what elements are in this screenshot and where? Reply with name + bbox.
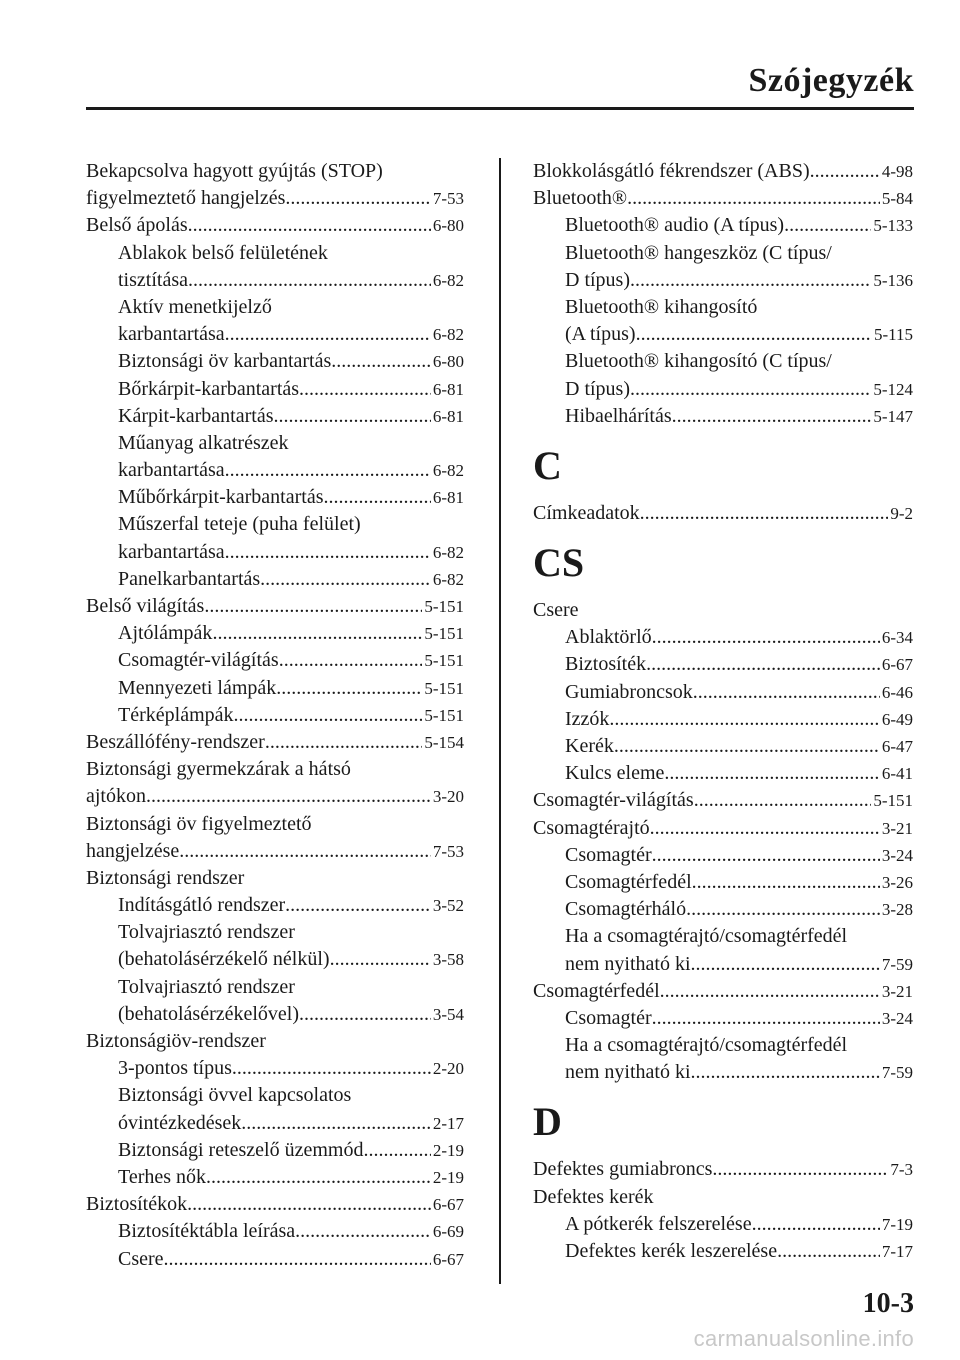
index-entry (533, 376, 913, 403)
index-entry-label: Műbőrkárpit-karbantartás (118, 486, 324, 509)
index-entry (86, 212, 464, 239)
dot-leader (363, 1137, 430, 1164)
dot-leader (810, 158, 880, 185)
index-entry (533, 624, 913, 651)
index-entry-text: Aktív menetkijelző (118, 295, 272, 318)
index-entry-page: 7-3 (890, 1160, 913, 1180)
index-entry (86, 702, 464, 729)
dot-leader (225, 457, 431, 484)
index-entry (533, 760, 913, 787)
index-entry-page: 3-24 (881, 845, 913, 865)
index-entry-text: Tolvajriasztó rendszer (118, 975, 295, 998)
index-entry (86, 1110, 464, 1137)
index-entry (86, 484, 464, 511)
index-entry (533, 896, 913, 923)
dot-leader (652, 1005, 880, 1032)
dot-leader (660, 978, 880, 1005)
index-entry-page: 3-21 (881, 818, 913, 838)
index-entry-label: nem nyitható ki (565, 1061, 691, 1084)
index-entry-page: 6-80 (432, 216, 464, 236)
index-entry (86, 729, 464, 756)
index-entry-page: 5-84 (881, 189, 913, 209)
dot-leader (225, 539, 431, 566)
index-entry-page: 5-151 (424, 705, 464, 725)
dot-leader (188, 267, 431, 294)
index-entry-page: 6-82 (432, 542, 464, 562)
index-entry-label: Biztonsági öv karbantartás (118, 350, 332, 373)
index-entry-text: Biztonsági gyermekzárak a hátsó (86, 758, 351, 781)
dot-leader (164, 1246, 431, 1273)
index-entry-label: Blokkolásgátló fékrendszer (ABS) (533, 160, 810, 182)
index-entry (533, 212, 913, 239)
index-entry-label: Bluetooth® (533, 187, 628, 210)
watermark: carmanualsonline.info (693, 1326, 914, 1351)
index-entry-label: Beszállófény-rendszer (86, 730, 265, 753)
index-entry (86, 593, 464, 620)
dot-leader (693, 679, 880, 706)
index-entry (86, 539, 464, 566)
dot-leader (212, 620, 422, 647)
index-entry-label: (behatolásérzékelővel) (118, 1002, 300, 1025)
index-entry-page: 3-20 (432, 787, 464, 807)
index-entry-label: Biztosíték (565, 653, 647, 676)
index-entry-page: 4-98 (881, 162, 913, 181)
index-entry-label: Mennyezeti lámpák (118, 676, 277, 699)
index-entry (86, 1001, 464, 1028)
index-entry (533, 1156, 913, 1183)
index-entry-label: Belső világítás (86, 595, 205, 617)
index-entry-page: 7-53 (432, 189, 464, 209)
index-entry-label: karbantartása (118, 540, 225, 563)
index-entry-label: Hibaelhárítás (565, 404, 672, 427)
index-entry-page: 5-151 (873, 791, 913, 811)
index-entry-text: Műszerfal teteje (puha felület) (118, 513, 361, 536)
index-entry-label: Csomagtérfedél (533, 979, 660, 1002)
dot-leader (204, 593, 422, 620)
index-entry-page: 5-115 (873, 325, 913, 345)
index-entry-text: Bluetooth® hangeszköz (C típus/ (565, 241, 832, 264)
index-entry (86, 1137, 464, 1164)
dot-leader (285, 185, 430, 212)
index-entry-text: Ha a csomagtérajtó/csomagtérfedél (565, 925, 848, 948)
index-column-right (533, 158, 913, 1265)
index-entry-label: Biztosítékok (86, 1193, 188, 1216)
dot-leader (260, 566, 431, 593)
dot-leader (614, 733, 880, 760)
dot-leader (232, 1055, 431, 1082)
index-entry-label: Csomagtér-világítás (118, 649, 279, 672)
index-entry (533, 787, 913, 814)
index-entry-label: Csere (118, 1247, 164, 1270)
index-entry-page: 3-24 (881, 1008, 913, 1028)
dot-leader (646, 651, 880, 678)
index-entry (86, 946, 464, 973)
index-entry-page: 6-80 (432, 352, 464, 372)
index-entry-label: óvintézkedések (118, 1111, 242, 1134)
index-entry-label: Bőrkárpit-karbantartás (118, 377, 300, 400)
index-entry (533, 1059, 913, 1086)
index-entry-label: Belső ápolás (86, 214, 188, 237)
dot-leader (777, 1238, 880, 1265)
index-entry-page: 5-151 (424, 651, 464, 671)
index-entry-page: 7-59 (881, 1063, 913, 1083)
index-entry-label: Defektes kerék leszerelése (565, 1240, 778, 1262)
index-entry (86, 892, 464, 919)
index-entry-page: 6-67 (881, 655, 913, 675)
index-entry-label: Indításgátló rendszer (118, 894, 286, 917)
index-entry-label: hangjelzése (86, 839, 180, 862)
dot-leader (691, 1059, 880, 1086)
dot-leader (652, 842, 880, 869)
dot-leader (187, 1191, 431, 1218)
dot-leader (694, 787, 872, 814)
index-entry-label: Csomagtér (565, 1006, 652, 1029)
index-entry (86, 457, 464, 484)
index-entry (86, 647, 464, 674)
index-column-left (86, 158, 464, 1273)
index-entry-page: 6-34 (881, 628, 913, 648)
index-entry-page: 6-81 (432, 406, 464, 426)
index-entry (86, 838, 464, 865)
dot-leader (276, 675, 422, 702)
index-entry-label: Gumiabroncsok (565, 680, 693, 703)
dot-leader (331, 348, 431, 375)
dot-leader (241, 1110, 431, 1137)
index-entry (86, 348, 464, 375)
index-entry-page: 3-58 (432, 950, 464, 970)
dot-leader (609, 706, 879, 733)
index-entry (533, 267, 913, 294)
index-entry-page: 3-28 (881, 900, 913, 920)
index-entry (533, 842, 913, 869)
index-entry-page: 6-81 (432, 379, 464, 399)
index-entry (533, 1005, 913, 1032)
index-entry-page: 2-20 (432, 1059, 464, 1079)
dot-leader (273, 403, 430, 430)
index-entry (86, 783, 464, 810)
index-entry-label: karbantartása (118, 459, 225, 482)
index-entry (86, 1164, 464, 1191)
index-entry-label: D típus) (565, 377, 630, 400)
index-entry-page: 6-82 (432, 270, 464, 290)
index-entry-text: Biztonsági rendszer (86, 866, 245, 889)
index-entry-label: Kulcs eleme (565, 762, 665, 785)
index-entry-label: Izzók (565, 707, 610, 730)
dot-leader (686, 896, 880, 923)
page-number: 10-3 (862, 1288, 914, 1319)
header-title: Szójegyzék (748, 62, 914, 99)
index-entry-page: 6-69 (432, 1222, 464, 1242)
index-entry-page: 2-17 (432, 1113, 464, 1133)
index-entry-label: Biztosítéktábla leírása (118, 1220, 296, 1243)
dot-leader (323, 484, 430, 511)
dot-leader (285, 892, 431, 919)
index-entry-text: Defektes kerék (533, 1185, 654, 1208)
dot-leader (299, 1001, 431, 1028)
index-entry (533, 651, 913, 678)
index-entry-page: 6-82 (432, 461, 464, 481)
index-entry-label: tisztítása (118, 268, 188, 291)
index-entry-text: Ha a csomagtérajtó/csomagtérfedél (565, 1034, 848, 1057)
index-entry-label: Csomagtérfedél (565, 870, 692, 893)
section-letter: D (533, 1099, 562, 1145)
index-entry-text: Ablakok belső felületének (118, 241, 328, 264)
index-entry-page: 3-21 (881, 981, 913, 1001)
index-entry-page: 6-41 (881, 764, 913, 784)
index-entry-page: 7-59 (881, 954, 913, 974)
index-entry-text: Műanyag alkatrészek (118, 431, 289, 454)
index-entry-label: Ablaktörlő (565, 626, 652, 649)
index-entry-text: Tolvajriasztó rendszer (118, 921, 295, 944)
index-entry-page: 5-154 (424, 732, 464, 752)
index-entry-label: Terhes nők (118, 1165, 207, 1188)
index-entry-label: nem nyitható ki (565, 952, 691, 975)
index-entry (86, 1218, 464, 1245)
index-entry (86, 1246, 464, 1273)
index-entry-page: 6-82 (432, 325, 464, 345)
index-entry-label: karbantartása (118, 323, 225, 346)
index-entry-page: 6-81 (432, 488, 464, 508)
dot-leader (179, 838, 431, 865)
index-entry-text: Biztonságiöv-rendszer (86, 1030, 266, 1052)
dot-leader (712, 1156, 888, 1183)
index-entry-label: ajtókon (86, 785, 146, 808)
index-entry (533, 815, 913, 842)
index-entry-page: 5-151 (424, 678, 464, 698)
dot-leader (692, 869, 880, 896)
index-entry-label: Csomagtér-világítás (533, 789, 694, 812)
index-entry-page: 7-19 (881, 1214, 913, 1234)
index-entry-page: 2-19 (432, 1140, 464, 1160)
dot-leader (784, 212, 871, 239)
dot-leader (650, 815, 880, 842)
header-rule (86, 107, 914, 110)
index-entry (86, 1055, 464, 1082)
index-entry (533, 158, 913, 185)
index-entry (533, 706, 913, 733)
index-entry-label: Címkeadatok (533, 501, 640, 524)
index-entry (86, 403, 464, 430)
index-entry (533, 869, 913, 896)
index-entry-page: 3-54 (432, 1004, 464, 1024)
index-entry-page: 5-124 (873, 379, 913, 399)
column-divider (499, 158, 501, 1284)
index-entry-page: 6-47 (881, 737, 913, 756)
index-entry-page: 6-49 (881, 709, 913, 729)
index-entry-label: A pótkerék felszerelése (565, 1212, 752, 1235)
index-entry-label: Csomagtér (565, 843, 652, 866)
dot-leader (630, 267, 871, 294)
index-entry-label: (A típus) (565, 323, 636, 346)
index-entry-page: 6-46 (881, 682, 913, 702)
index-entry-text: Bekapcsolva hagyott gyújtás (STOP) (86, 160, 383, 182)
index-entry-page: 3-26 (881, 872, 913, 892)
dot-leader (752, 1211, 880, 1238)
index-entry (86, 185, 464, 212)
section-letter: CS (533, 540, 585, 586)
dot-leader (664, 760, 879, 787)
dot-leader (627, 185, 880, 212)
index-entry (86, 1191, 464, 1218)
index-entry-label: Biztonsági reteszelő üzemmód (118, 1138, 364, 1161)
dot-leader (279, 647, 423, 674)
index-entry-page: 6-67 (432, 1249, 464, 1269)
index-entry (533, 978, 913, 1005)
dot-leader (295, 1218, 431, 1245)
index-entry (86, 675, 464, 702)
index-entry (533, 321, 913, 348)
index-entry (86, 267, 464, 294)
dot-leader (672, 403, 872, 430)
dot-leader (652, 624, 880, 651)
index-entry (86, 321, 464, 348)
dot-leader (299, 376, 431, 403)
index-entry (86, 620, 464, 647)
index-entry (533, 1211, 913, 1238)
index-entry-text: Biztonsági övvel kapcsolatos (118, 1084, 352, 1107)
index-entry-page: 5-151 (424, 597, 464, 616)
index-entry (86, 376, 464, 403)
index-entry (533, 1238, 913, 1265)
index-entry-text: Bluetooth® kihangosító (C típus/ (565, 350, 832, 373)
index-entry (533, 733, 913, 760)
index-entry-label: D típus) (565, 268, 630, 291)
index-entry-page: 6-82 (432, 569, 464, 589)
index-entry-label: (behatolásérzékelő nélkül) (118, 948, 330, 971)
index-entry-label: Kárpit-karbantartás (118, 404, 274, 427)
index-entry-page: 5-133 (873, 216, 913, 236)
dot-leader (188, 212, 431, 239)
dot-leader (234, 702, 423, 729)
index-entry (533, 951, 913, 978)
dot-leader (640, 500, 889, 527)
index-entry-label: Térképlámpák (118, 703, 234, 726)
index-entry (533, 679, 913, 706)
dot-leader (630, 376, 871, 403)
index-entry-text: Bluetooth® kihangosító (565, 295, 758, 318)
dot-leader (225, 321, 431, 348)
index-entry-page: 3-52 (432, 896, 464, 916)
index-entry-page: 7-17 (881, 1242, 913, 1261)
index-entry-text: Csere (533, 599, 579, 622)
index-entry (86, 566, 464, 593)
dot-leader (265, 729, 423, 756)
index-entry-label: Bluetooth® audio (A típus) (565, 214, 785, 237)
index-entry-text: Biztonsági öv figyelmeztető (86, 812, 312, 835)
index-entry-page: 6-67 (432, 1195, 464, 1215)
index-entry-page: 2-19 (432, 1167, 464, 1187)
index-entry-page: 5-151 (424, 624, 464, 644)
index-entry-label: Ajtólámpák (118, 622, 213, 645)
dot-leader (206, 1164, 431, 1191)
dot-leader (636, 321, 872, 348)
section-letter: C (533, 442, 562, 488)
index-entry-label: Defektes gumiabroncs (533, 1158, 713, 1181)
index-entry (533, 500, 913, 527)
index-entry-label: Csomagtérajtó (533, 816, 650, 839)
index-entry-page: 9-2 (890, 503, 913, 523)
index-entry-page: 5-136 (873, 270, 913, 290)
index-entry (533, 403, 913, 430)
dot-leader (146, 783, 431, 810)
dot-leader (691, 951, 880, 978)
index-entry (533, 185, 913, 212)
index-entry-label: Kerék (565, 735, 614, 757)
index-entry-label: Panelkarbantartás (118, 567, 261, 590)
dot-leader (330, 946, 431, 973)
index-entry-label: figyelmeztető hangjelzés (86, 187, 286, 210)
index-entry-label: Csomagtérháló (565, 898, 687, 921)
index-entry-page: 7-53 (432, 841, 464, 861)
index-entry-label: 3-pontos típus (118, 1057, 232, 1080)
index-entry-page: 5-147 (873, 406, 913, 426)
